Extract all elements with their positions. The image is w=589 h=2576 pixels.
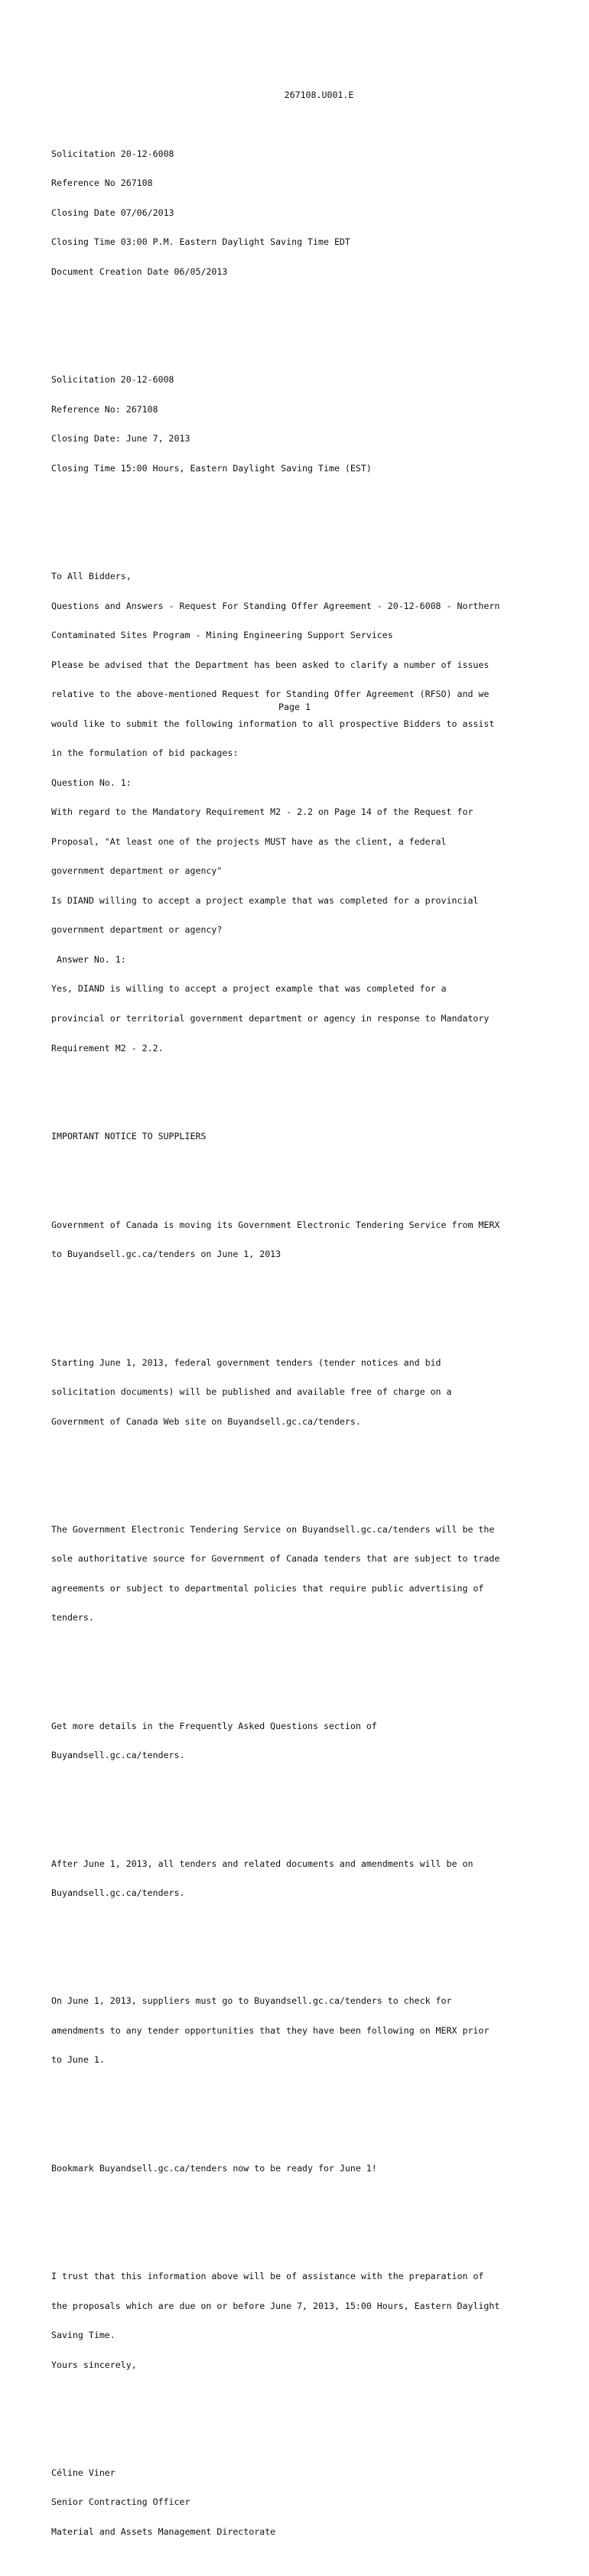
notice-paragraph [51, 1839, 548, 1918]
text-line: Proposal, "At least one of the projects MUST have as the client, a federal [51, 835, 447, 847]
text-line: sole authoritative source for Government of Canada tenders that are subject to trade [51, 1553, 500, 1565]
text-line: agreements or subject to departmental policies that require public advertising of [51, 1582, 484, 1594]
text-line: Saving Time. [51, 2330, 116, 2341]
notice-paragraph [51, 1505, 548, 1643]
text-line: Reference No 267108 [51, 177, 153, 189]
text-line: With regard to the Mandatory Requirement M2 - 2.2 on Page 14 of the Request for [51, 806, 473, 818]
text-line: The Government Electronic Tendering Service on Buyandsell.gc.ca/tenders will be the [51, 1523, 495, 1535]
solicitation-summary [51, 129, 548, 296]
text-line: Get more details in the Frequently Asked Questions section of [51, 1720, 377, 1731]
text-line: Is DIAND willing to accept a project example that was completed for a provincial [51, 894, 479, 906]
document-body [51, 70, 548, 2576]
text-line: Buyandsell.gc.ca/tenders. [51, 1887, 185, 1899]
text-line: tenders. [51, 1612, 94, 1623]
spacer [51, 2213, 548, 2223]
text-line: to June 1. [51, 2054, 105, 2066]
text-line: Solicitation 20-12-6008 [51, 374, 174, 386]
spacer [51, 1161, 548, 1171]
text-line: government department or agency" [51, 865, 223, 877]
text-line: Bookmark Buyandsell.gc.ca/tenders now to be ready for June 1! [51, 2162, 377, 2174]
signatory-title: Senior Contracting Officer [51, 2496, 190, 2508]
text-line: Government of Canada Web site on Buyandsell.gc.ca/tenders. [51, 1415, 361, 1427]
notice-paragraph [51, 2144, 548, 2193]
text-line: Closing Date: June 7, 2013 [51, 433, 190, 445]
text-line: To All Bidders, [51, 571, 132, 582]
document-header: 267108.U001.E [284, 89, 354, 100]
text-line: On June 1, 2013, suppliers must go to Buyandsell.gc.ca/tenders to check for [51, 1995, 452, 2007]
text-line: relative to the above-mentioned Request for Standing Offer Agreement (RFSO) and we [51, 689, 490, 700]
closing-paragraph [51, 2252, 548, 2389]
spacer [51, 1663, 548, 1672]
text-line: Document Creation Date 06/05/2013 [51, 265, 228, 277]
text-line: Closing Time 03:00 P.M. Eastern Daylight Saving Time EDT [51, 236, 350, 248]
text-line: Solicitation 20-12-6008 [51, 148, 174, 159]
text-line: After June 1, 2013, all tenders and related documents and amendments will be on [51, 1858, 473, 1869]
text-line: Closing Date 07/06/2013 [51, 207, 174, 218]
notice-paragraph [51, 1977, 548, 2085]
spacer [51, 1093, 548, 1102]
spacer [51, 1466, 548, 1476]
text-line: Yours sincerely, [51, 2359, 137, 2370]
signatory-name: Céline Viner [51, 2467, 116, 2478]
text-line: Government of Canada is moving its Government Electronic Tendering Service from MERX [51, 1219, 500, 1230]
text-line: Reference No: 267108 [51, 403, 158, 415]
signature-block [51, 2448, 548, 2556]
notice-title: IMPORTANT NOTICE TO SUPPLIERS [51, 1131, 207, 1142]
page-number: Page 1 [278, 702, 311, 712]
text-line: Questions and Answers - Request For Standing Offer Agreement - 20-12-6008 - Northern [51, 600, 500, 611]
text-line: Closing Time 15:00 Hours, Eastern Daylight Saving Time (EST) [51, 462, 372, 474]
spacer [51, 1937, 548, 1947]
solicitation-details [51, 355, 548, 493]
text-line: Contaminated Sites Program - Mining Engineering Support Services [51, 630, 393, 641]
notice-paragraph [51, 1338, 548, 1446]
spacer [51, 513, 548, 523]
text-line: Requirement M2 - 2.2. [51, 1042, 164, 1054]
spacer [51, 316, 548, 326]
spacer [51, 1298, 548, 1308]
text-line: Question No. 1: [51, 777, 132, 788]
text-line: Answer No. 1: [51, 953, 126, 965]
text-line: Please be advised that the Department has been asked to clarify a number of issues [51, 659, 490, 670]
text-line: I trust that this information above will be of assistance with the preparation of [51, 2271, 484, 2281]
text-line: the proposals which are due on or before June 7, 2013, 15:00 Hours, Eastern Daylight [51, 2300, 500, 2311]
text-line: Buyandsell.gc.ca/tenders. [51, 1750, 185, 1761]
notice-paragraph [51, 1200, 548, 1279]
text-line: Yes, DIAND is willing to accept a project example that was completed for a [51, 983, 447, 995]
spacer [51, 1800, 548, 1810]
text-line: amendments to any tender opportunities that they have been following on MERX prior [51, 2024, 490, 2036]
signatory-directorate: Material and Assets Management Directorate [51, 2526, 276, 2537]
text-line: provincial or territorial government department or agency in response to Mandatory [51, 1013, 490, 1024]
text-line: would like to submit the following information to all prospective Bidders to assist [51, 718, 495, 729]
text-line: in the formulation of bid packages: [51, 747, 239, 759]
questions-and-answers [51, 552, 548, 1073]
text-line: solicitation documents) will be published and available free of charge on a [51, 1386, 452, 1398]
text-line: to Buyandsell.gc.ca/tenders on June 1, 2013 [51, 1249, 281, 1260]
spacer [51, 2409, 548, 2419]
text-line: Starting June 1, 2013, federal government tenders (tender notices and bid [51, 1356, 441, 1368]
spacer [51, 2105, 548, 2115]
text-line: government department or agency? [51, 924, 223, 936]
notice-paragraph [51, 1702, 548, 1780]
